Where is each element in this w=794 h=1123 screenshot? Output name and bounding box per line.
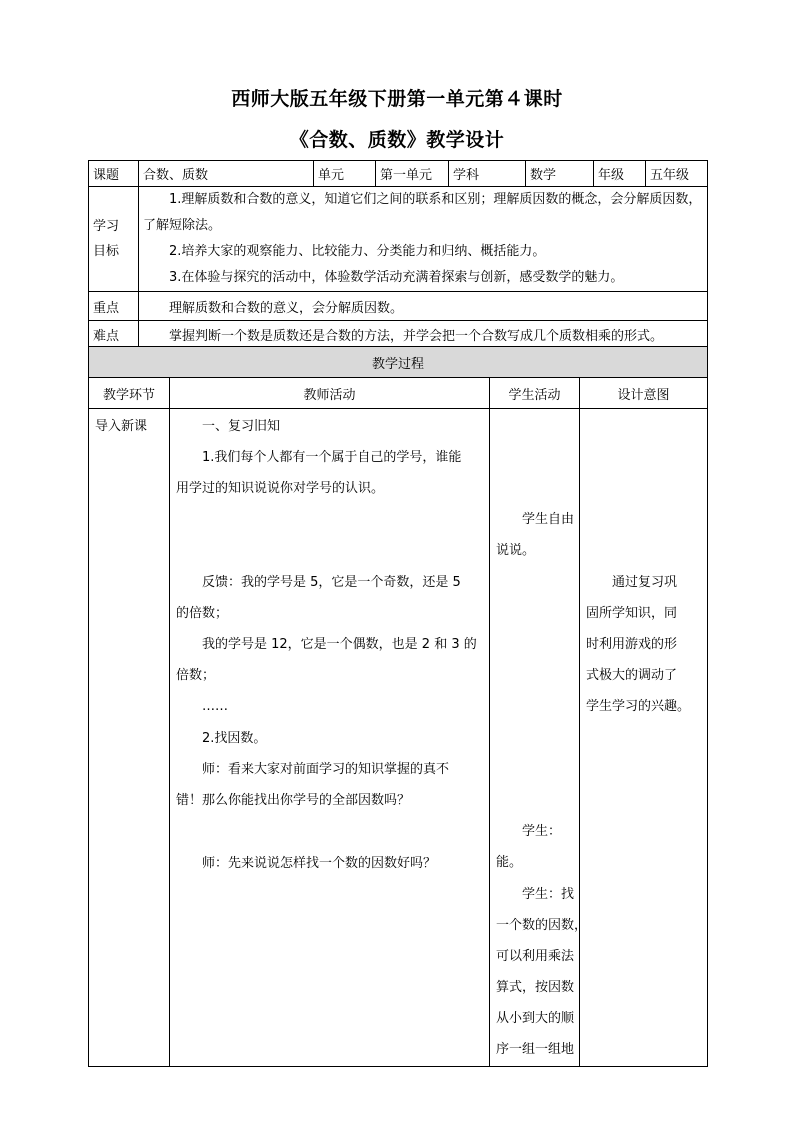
key-label: 重点 (89, 292, 139, 321)
student-line: 学生自由 (522, 512, 575, 527)
col-header-teacher: 教师活动 (170, 378, 490, 409)
objective-item: 3.在体验与探究的活动中，体验数学活动充满着探索与创新，感受数学的魅力。 (169, 270, 624, 285)
stage-name: 导入新课 (95, 419, 148, 434)
student-line: 可以利用乘法 (496, 949, 575, 964)
teacher-line: 用学过的知识说说你对学号的认识。 (176, 481, 385, 496)
objectives-label (89, 187, 139, 292)
subject-value: 数学 (526, 161, 594, 187)
info-row-objectives (89, 187, 708, 292)
grade-value: 五年级 (646, 161, 708, 187)
difficulty-value: 掌握判断一个数是质数还是合数的方法，并学会把一个合数写成几个质数相乘的形式。 (139, 321, 708, 348)
intent-line: 时利用游戏的形 (586, 637, 678, 652)
intent-line: 式极大的调动了 (586, 668, 678, 683)
student-line: 一个数的因数， (496, 918, 588, 933)
objectives-cell (139, 187, 708, 292)
process-header-row (89, 378, 708, 409)
col-header-student: 学生活动 (490, 378, 580, 409)
teacher-line: …… (202, 699, 228, 714)
teacher-line: 2.找因数。 (202, 731, 267, 746)
teacher-activity-cell (170, 409, 490, 1067)
topic-label: 课题 (89, 161, 139, 187)
document-subtitle: 《合数、质数》教学设计 (289, 129, 505, 151)
info-row-difficulty (89, 321, 708, 348)
subject-label: 学科 (449, 161, 526, 187)
student-line: 学生：能。 (496, 824, 562, 870)
info-table (88, 160, 708, 348)
teacher-line: 我的学号是 12，它是一个偶数，也是 2 和 3 的 (202, 637, 477, 652)
intent-line: 通过复习巩 (612, 575, 678, 590)
objective-item: 2.培养大家的观察能力、比较能力、分类能力和归纳、概括能力。 (169, 244, 546, 259)
unit-label: 单元 (314, 161, 376, 187)
col-header-stage: 教学环节 (89, 378, 170, 409)
intent-line: 学生学习的兴趣。 (586, 699, 691, 714)
student-line: 从小到大的顺 (496, 1011, 575, 1026)
teacher-line: 1.我们每个人都有一个属于自己的学号，谁能 (202, 450, 462, 465)
key-value: 理解质数和合数的意义，会分解质因数。 (139, 292, 708, 321)
teacher-line: 师：先来说说怎样找一个数的因数好吗？ (202, 856, 437, 871)
info-row-key (89, 292, 708, 321)
teacher-line: 一、复习旧知 (202, 419, 281, 434)
teacher-line: 错！那么你能找出你学号的全部因数吗？ (176, 793, 411, 808)
col-header-intent: 设计意图 (580, 378, 708, 409)
process-section-title: 教学过程 (89, 347, 708, 378)
objectives-label-line2: 目标 (93, 244, 120, 259)
intent-line: 固所学知识，同 (586, 606, 678, 621)
unit-value: 第一单元 (376, 161, 449, 187)
student-line: 学生：找 (522, 887, 575, 902)
teacher-line: 反馈：我的学号是 5，它是一个奇数，还是 5 (202, 575, 461, 590)
process-row-intro (89, 409, 708, 1067)
difficulty-label: 难点 (89, 321, 139, 348)
topic-value: 合数、质数 (139, 161, 314, 187)
design-intent-cell (580, 409, 708, 1067)
objectives-label-line1: 学习 (93, 219, 120, 234)
info-row-topic (89, 161, 708, 187)
grade-label: 年级 (594, 161, 646, 187)
process-table (88, 346, 708, 1067)
teacher-line: 的倍数； (176, 606, 229, 621)
student-line: 说说。 (496, 543, 536, 558)
student-line: 算式，按因数 (496, 980, 575, 995)
objective-item: 1.理解质数和合数的意义，知道它们之间的联系和区别；理解质因数的概念，会分解质因数，了解短除法。 (143, 192, 702, 233)
student-activity-cell (490, 409, 588, 1067)
student-line: 序一组一组地 (496, 1042, 575, 1057)
document-title: 西师大版五年级下册第一单元第４课时 (231, 88, 563, 110)
teacher-line: 师：看来大家对前面学习的知识掌握的真不 (202, 762, 450, 777)
stage-cell (89, 409, 170, 1067)
teacher-line: 倍数； (176, 668, 216, 683)
